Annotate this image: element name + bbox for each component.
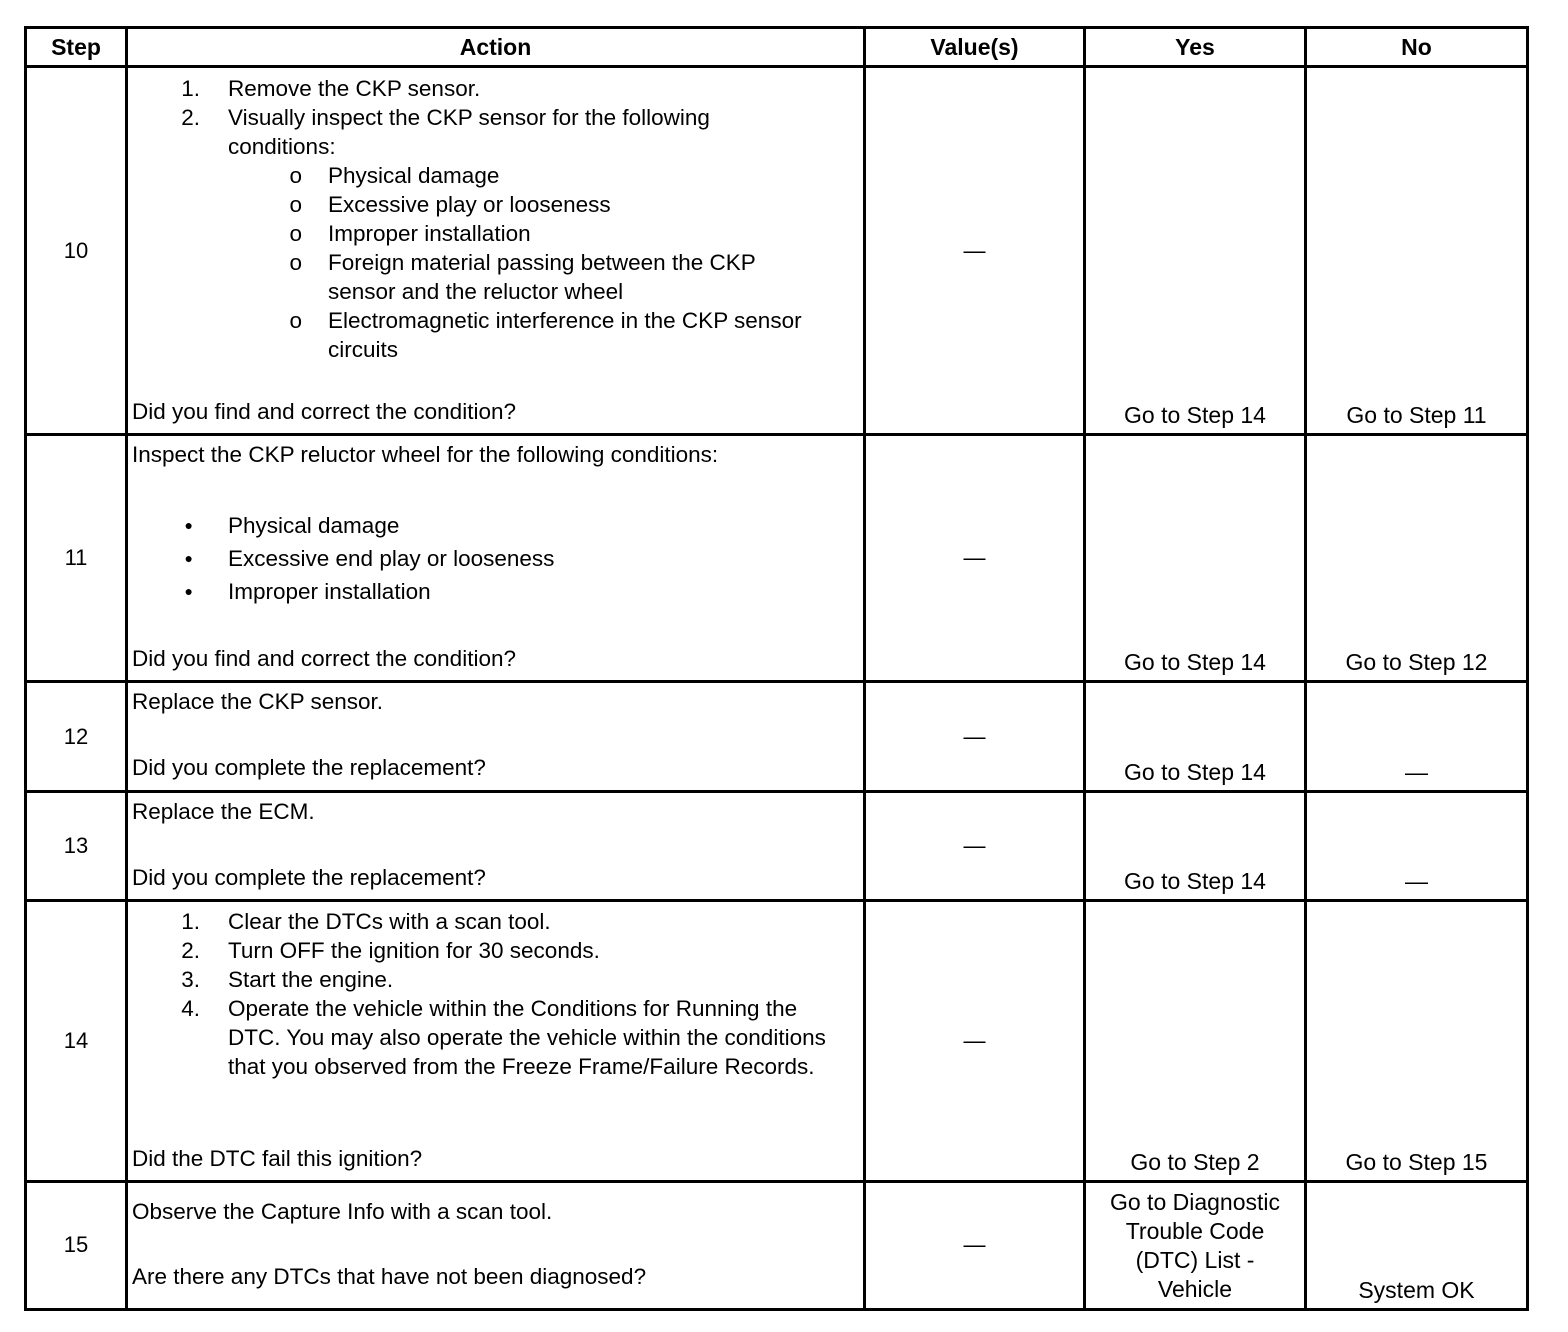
list-item: 1. Clear the DTCs with a scan tool. xyxy=(181,908,551,934)
table-row xyxy=(26,435,1528,682)
header-step: Step xyxy=(26,28,127,67)
value-cell: — xyxy=(865,791,1085,900)
no-cell: Go to Step 12 xyxy=(1306,435,1528,682)
header-action: Action xyxy=(127,28,865,67)
list-item: ● Physical damage xyxy=(184,513,400,539)
no-cell: Go to Step 11 xyxy=(1306,67,1528,435)
action-cell xyxy=(127,1181,865,1309)
diagnostic-table xyxy=(24,26,1529,1311)
action-cell xyxy=(127,791,865,900)
list-item: o Electromagnetic interference in the CKP sensor circuits xyxy=(289,308,802,363)
step-number: 11 xyxy=(26,435,127,682)
no-cell: — xyxy=(1306,682,1528,791)
table-row xyxy=(26,1181,1528,1309)
header-values: Value(s) xyxy=(865,28,1085,67)
list-item: 1. Remove the CKP sensor. xyxy=(181,76,481,102)
list-item: ● Improper installation xyxy=(184,579,431,605)
no-cell: — xyxy=(1306,791,1528,900)
value-cell: — xyxy=(865,67,1085,435)
action-cell xyxy=(127,435,865,682)
list-item: o Excessive play or looseness xyxy=(289,192,611,218)
intro-text: Replace the CKP sensor. xyxy=(132,689,383,715)
table-row xyxy=(26,67,1528,435)
list-item: 4. Operate the vehicle within the Conditions for Running the DTC. You may also operate the vehicle within the conditions that you observed from the Freeze Frame/Failure Records. xyxy=(181,995,826,1079)
yes-cell: Go to Step 2 xyxy=(1085,900,1306,1181)
value-cell: — xyxy=(865,435,1085,682)
list-item: o Physical damage xyxy=(289,163,500,189)
question-text: Did you complete the replacement? xyxy=(132,864,486,890)
value-cell: — xyxy=(865,900,1085,1181)
question-text: Are there any DTCs that have not been diagnosed? xyxy=(132,1263,647,1289)
yes-cell: Go to Step 14 xyxy=(1085,67,1306,435)
yes-cell: Go to Diagnostic Trouble Code (DTC) List - Vehicle xyxy=(1085,1181,1306,1309)
list-item: ● Excessive end play or looseness xyxy=(184,546,555,572)
no-cell: System OK xyxy=(1306,1181,1528,1309)
yes-cell: Go to Step 14 xyxy=(1085,682,1306,791)
action-cell xyxy=(127,682,865,791)
yes-cell: Go to Step 14 xyxy=(1085,435,1306,682)
no-cell: Go to Step 15 xyxy=(1306,900,1528,1181)
list-item: 2. Visually inspect the CKP sensor for the following conditions: xyxy=(181,105,710,160)
list-item: o Foreign material passing between the CKP sensor and the reluctor wheel xyxy=(289,250,756,305)
intro-text: Replace the ECM. xyxy=(132,798,315,824)
table-row xyxy=(26,791,1528,900)
step-number: 15 xyxy=(26,1181,127,1309)
step-number: 13 xyxy=(26,791,127,900)
action-cell xyxy=(127,67,865,435)
intro-text: Observe the Capture Info with a scan tool. xyxy=(132,1198,553,1224)
header-no: No xyxy=(1306,28,1528,67)
list-item: o Improper installation xyxy=(289,221,531,247)
table-row xyxy=(26,682,1528,791)
action-cell xyxy=(127,900,865,1181)
value-cell: — xyxy=(865,1181,1085,1309)
step-number: 10 xyxy=(26,67,127,435)
list-item: 3. Start the engine. xyxy=(181,966,394,992)
header-yes: Yes xyxy=(1085,28,1306,67)
list-item: 2. Turn OFF the ignition for 30 seconds. xyxy=(181,937,600,963)
table-row xyxy=(26,900,1528,1181)
step-number: 12 xyxy=(26,682,127,791)
question-text: Did you find and correct the condition? xyxy=(132,399,516,425)
yes-cell: Go to Step 14 xyxy=(1085,791,1306,900)
question-text: Did the DTC fail this ignition? xyxy=(132,1145,423,1171)
question-text: Did you find and correct the condition? xyxy=(132,646,516,672)
value-cell: — xyxy=(865,682,1085,791)
step-number: 14 xyxy=(26,900,127,1181)
question-text: Did you complete the replacement? xyxy=(132,755,486,781)
header-row xyxy=(26,28,1528,67)
intro-text: Inspect the CKP reluctor wheel for the following conditions: xyxy=(132,442,719,468)
